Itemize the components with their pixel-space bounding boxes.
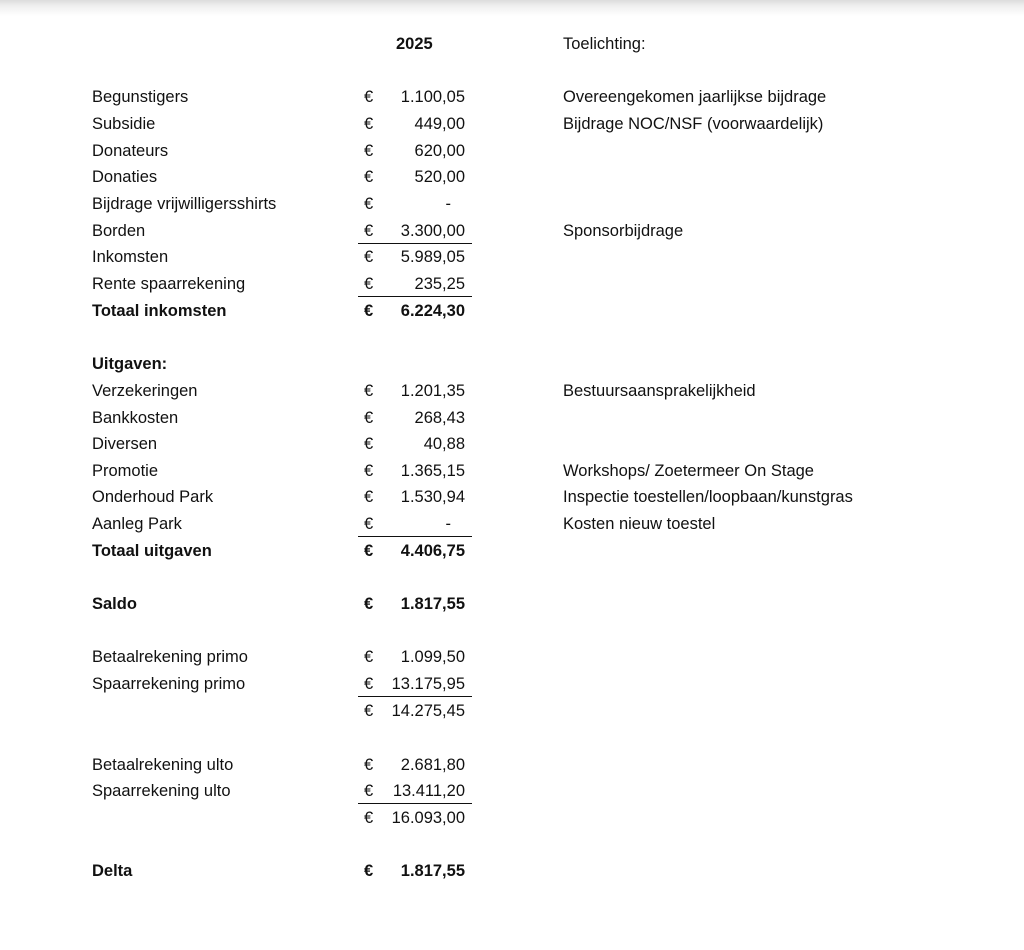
notes-heading: Toelichting: (563, 35, 646, 53)
income-row (0, 84, 1024, 110)
amount-cell (358, 698, 472, 724)
row-label: Rente spaarrekening (92, 275, 246, 293)
expense-row (0, 378, 1024, 404)
euro-symbol: € (364, 435, 374, 453)
euro-symbol: € (364, 462, 374, 480)
amount-value: 235,25 (414, 275, 465, 293)
amount-value: 449,00 (414, 115, 465, 133)
income-row (0, 244, 1024, 270)
amount-cell (358, 752, 472, 778)
euro-symbol: € (364, 168, 374, 186)
year-heading: 2025 (396, 35, 433, 53)
amount-value: 2.681,80 (400, 756, 465, 774)
expense-row (0, 484, 1024, 510)
delta-row (0, 858, 1024, 884)
euro-symbol: € (364, 382, 374, 400)
euro-symbol: € (364, 195, 374, 213)
row-label: Aanleg Park (92, 515, 182, 533)
amount-value: 40,88 (423, 435, 465, 453)
row-label: Diversen (92, 435, 158, 453)
row-label: Onderhoud Park (92, 488, 214, 506)
row-note: Bijdrage NOC/NSF (voorwaardelijk) (563, 115, 824, 133)
euro-symbol: € (364, 88, 374, 106)
closing-balance-row (0, 778, 1024, 804)
section-heading: Uitgaven: (92, 355, 168, 373)
euro-symbol: € (364, 409, 374, 427)
income-row (0, 191, 1024, 217)
amount-value: 3.300,00 (400, 222, 465, 240)
euro-symbol: € (364, 142, 374, 160)
amount-cell (358, 858, 472, 884)
total-label: Totaal uitgaven (92, 542, 212, 560)
amount-value: 16.093,00 (391, 809, 465, 827)
amount-cell (358, 431, 472, 457)
row-note: Kosten nieuw toestel (563, 515, 716, 533)
closing-subtotal-row (0, 805, 1024, 831)
amount-cell (358, 778, 472, 804)
amount-cell (358, 244, 472, 270)
expenses-total-row (0, 538, 1024, 564)
total-label: Totaal inkomsten (92, 302, 227, 320)
amount-value: 6.224,30 (400, 302, 465, 320)
row-label: Donaties (92, 168, 158, 186)
row-label: Spaarrekening primo (92, 675, 246, 693)
row-note: Workshops/ Zoetermeer On Stage (563, 462, 814, 480)
income-row (0, 138, 1024, 164)
row-note: Bestuursaansprakelijkheid (563, 382, 756, 400)
top-edge-shadow (0, 0, 1024, 16)
euro-symbol: € (364, 115, 374, 133)
euro-symbol: € (364, 302, 374, 320)
amount-cell (358, 218, 472, 244)
amount-cell (358, 805, 472, 831)
row-label: Spaarrekening ulto (92, 782, 231, 800)
row-label: Inkomsten (92, 248, 169, 266)
euro-symbol: € (364, 756, 374, 774)
expense-row (0, 405, 1024, 431)
amount-value: - (445, 515, 451, 533)
amount-value: 1.817,55 (400, 595, 465, 613)
amount-cell (358, 484, 472, 510)
euro-symbol: € (364, 782, 374, 800)
amount-cell (358, 164, 472, 190)
delta-label: Delta (92, 862, 133, 880)
amount-value: 14.275,45 (391, 702, 465, 720)
amount-cell (358, 191, 472, 217)
row-label: Subsidie (92, 115, 156, 133)
income-total-row (0, 298, 1024, 324)
amount-value: 268,43 (414, 409, 465, 427)
amount-cell (358, 138, 472, 164)
euro-symbol: € (364, 488, 374, 506)
amount-value: 1.100,05 (400, 88, 465, 106)
amount-value: 13.411,20 (392, 782, 465, 800)
amount-cell (358, 84, 472, 110)
opening-balance-row (0, 671, 1024, 697)
amount-cell (358, 591, 472, 617)
euro-symbol: € (364, 648, 374, 666)
euro-symbol: € (364, 675, 374, 693)
amount-value: 1.201,35 (400, 382, 465, 400)
amount-cell (358, 378, 472, 404)
euro-symbol: € (364, 222, 374, 240)
amount-value: 13.175,95 (391, 675, 465, 693)
amount-value: 4.406,75 (400, 542, 465, 560)
row-label: Donateurs (92, 142, 169, 160)
euro-symbol: € (364, 542, 374, 560)
amount-value: 5.989,05 (400, 248, 465, 266)
closing-balance-row (0, 752, 1024, 778)
row-label: Begunstigers (92, 88, 189, 106)
opening-subtotal-row (0, 698, 1024, 724)
expense-row (0, 431, 1024, 457)
row-note: Sponsorbijdrage (563, 222, 684, 240)
amount-value: 520,00 (414, 168, 465, 186)
saldo-label: Saldo (92, 595, 137, 613)
row-label: Verzekeringen (92, 382, 198, 400)
amount-cell (358, 538, 472, 564)
euro-symbol: € (364, 275, 374, 293)
euro-symbol: € (364, 595, 374, 613)
row-label: Betaalrekening primo (92, 648, 248, 666)
row-label: Bankkosten (92, 409, 179, 427)
amount-cell (358, 458, 472, 484)
amount-value: 1.530,94 (400, 488, 465, 506)
euro-symbol: € (364, 248, 374, 266)
income-row (0, 111, 1024, 137)
opening-balance-row (0, 644, 1024, 670)
income-row (0, 218, 1024, 244)
income-row (0, 271, 1024, 297)
expenses-heading-row (0, 351, 1024, 377)
amount-value: 620,00 (414, 142, 465, 160)
euro-symbol: € (364, 862, 374, 880)
amount-cell (358, 511, 472, 537)
saldo-row (0, 591, 1024, 617)
row-label: Bijdrage vrijwilligersshirts (92, 195, 277, 213)
amount-value: - (445, 195, 451, 213)
expense-row (0, 458, 1024, 484)
amount-value: 1.099,50 (400, 648, 465, 666)
amount-cell (358, 298, 472, 324)
amount-value: 1.817,55 (400, 862, 465, 880)
amount-cell (358, 644, 472, 670)
row-label: Promotie (92, 462, 159, 480)
amount-value: 1.365,15 (400, 462, 465, 480)
euro-symbol: € (364, 515, 374, 533)
amount-cell (358, 111, 472, 137)
row-note: Overeengekomen jaarlijkse bijdrage (563, 88, 827, 106)
amount-cell (358, 271, 472, 297)
row-label: Betaalrekening ulto (92, 756, 234, 774)
income-row (0, 164, 1024, 190)
row-label: Borden (92, 222, 146, 240)
euro-symbol: € (364, 702, 374, 720)
expense-row (0, 511, 1024, 537)
euro-symbol: € (364, 809, 374, 827)
row-note: Inspectie toestellen/loopbaan/kunstgras (563, 488, 853, 506)
amount-cell (358, 405, 472, 431)
header-row (0, 31, 1024, 57)
amount-cell (358, 671, 472, 697)
